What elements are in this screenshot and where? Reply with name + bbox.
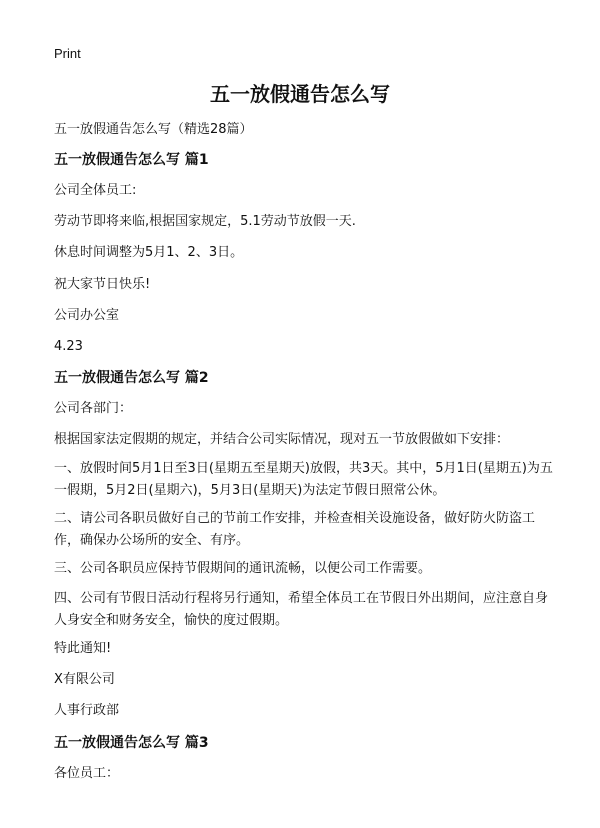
paragraph: 公司办公室	[54, 308, 120, 323]
paragraph: 祝大家节日快乐!	[54, 277, 151, 292]
subtitle: 五一放假通告怎么写（精选28篇）	[54, 122, 253, 137]
section-heading-3: 五一放假通告怎么写 篇3	[54, 735, 209, 751]
paragraph: 三、公司各职员应保持节假期间的通讯流畅，以便公司工作需要。	[54, 561, 432, 576]
paragraph: 公司全体员工:	[54, 183, 137, 198]
section-heading-2: 五一放假通告怎么写 篇2	[54, 370, 209, 386]
paragraph: 劳动节即将来临,根据国家规定，5.1劳动节放假一天.	[54, 214, 356, 229]
paragraph: 休息时间调整为5月1、2、3日。	[54, 245, 244, 260]
paragraph: X有限公司	[54, 672, 115, 687]
paragraph: 人事行政部	[54, 703, 120, 718]
paragraph: 一、放假时间5月1日至3日(星期五至星期天)放假，共3天。其中，5月1日(星期五)为五一假期，5月2日(星期六)，5月3日(星期天)为法定节假日照常公休。	[54, 461, 553, 498]
section-heading-1: 五一放假通告怎么写 篇1	[54, 152, 209, 168]
paragraph: 各位员工：	[54, 766, 120, 781]
page-title: 五一放假通告怎么写	[210, 82, 390, 106]
paragraph: 公司各部门：	[54, 401, 133, 416]
print-link[interactable]: Print	[54, 46, 81, 61]
paragraph: 根据国家法定假期的规定，并结合公司实际情况，现对五一节放假做如下安排：	[54, 432, 510, 447]
paragraph: 4.23	[54, 339, 83, 354]
paragraph: 特此通知!	[54, 641, 112, 656]
paragraph: 二、请公司各职员做好自己的节前工作安排，并检查相关设施设备，做好防火防盗工作，确保办公场所的安全、有序。	[54, 511, 536, 548]
paragraph: 四、公司有节假日活动行程将另行通知，希望全体员工在节假日外出期间，应注意自身人身安全和财务安全，愉快的度过假期。	[54, 591, 549, 628]
